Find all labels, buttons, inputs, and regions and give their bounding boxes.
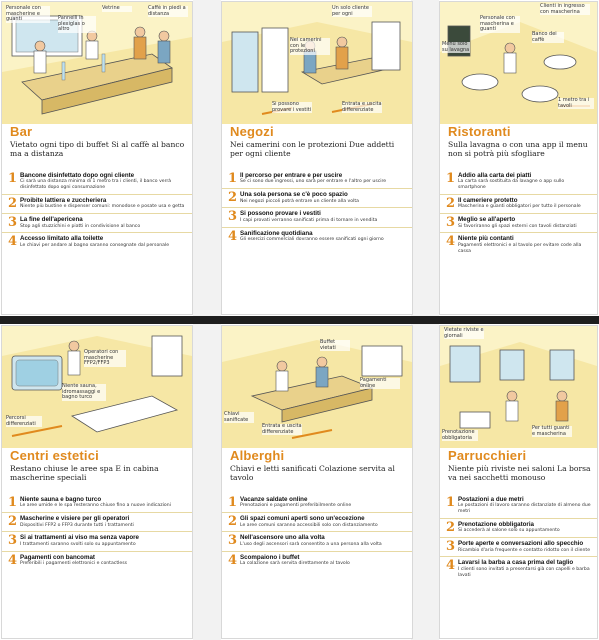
item-number: 4 [228, 228, 238, 244]
item-heading: Si possono provare i vestiti [240, 210, 321, 218]
list-item [440, 537, 597, 556]
item-number: 4 [228, 552, 238, 568]
panel-title: Negozi [230, 124, 274, 139]
item-list [222, 494, 412, 570]
item-body: Si accederà al salone solo su appuntamento [458, 528, 560, 534]
item-body: Ci sarà una distanza minima di 1 metro tra i clienti, il banco verrà disinfettato dopo ogni consumazione [20, 179, 172, 191]
item-body: Si favoriranno gli spazi esterni con tavoli distanziati [458, 223, 577, 229]
list-item [2, 551, 192, 570]
item-heading: Scompaiono i buffet [240, 553, 300, 561]
panel-subtitle: Restano chiuse le aree spa E in cabina mascherine speciali [10, 464, 159, 482]
item-body: Prenotazioni e pagamenti preferibilmente online [240, 503, 352, 509]
illustration-label: Banco dei caffè [532, 32, 564, 43]
panel-subtitle: Sulla lavagna o con una app il menu non si potrà più sfogliare [448, 140, 588, 158]
list-item [2, 512, 192, 531]
item-number: 2 [8, 196, 18, 211]
list-item [2, 494, 192, 512]
item-number: 4 [446, 234, 456, 250]
panel-subtitle: Niente più riviste nei saloni La borsa va nei sacchetti monouso [448, 464, 591, 482]
list-item [2, 194, 192, 213]
illustration-label: Per tutti guanti e mascherina [532, 426, 572, 437]
item-number: 1 [228, 171, 238, 186]
item-list [440, 170, 597, 257]
item-body: I clienti sono invitati a presentarsi già con capelli e barba lavati [458, 566, 590, 578]
item-heading: Sanificazione quotidiana [240, 229, 313, 237]
item-body: Gli esercizi commerciali dovranno essere sanificati ogni giorno [240, 237, 384, 243]
item-number: 2 [228, 514, 238, 530]
list-item [440, 518, 597, 537]
item-number: 2 [228, 190, 238, 206]
item-body: Le postazioni di lavoro saranno distanziate di almeno due metri [458, 503, 591, 515]
item-list [440, 494, 597, 581]
item-body: Stop agli stuzzichini e piatti in condivisione al banco [20, 223, 141, 229]
item-body: La carta sarà sostituita da lavagne o app sullo smartphone [458, 179, 565, 191]
item-body: Ricambio d'aria frequente e contatto ridotto con il cliente [458, 547, 591, 553]
item-number: 1 [8, 171, 18, 186]
item-heading: La fine dell'apericena [20, 216, 83, 224]
illustration-label: Entrata e uscita differenziate [262, 423, 302, 435]
item-heading: Lavarsi la barba a casa prima del taglio [458, 559, 574, 567]
item-body: Preferibili i pagamenti elettronici e contactless [20, 561, 128, 567]
item-number: 3 [228, 533, 238, 549]
item-heading: Porte aperte e conversazioni allo specchio [458, 540, 584, 548]
item-heading: Niente più contanti [458, 235, 514, 243]
list-item [440, 494, 597, 518]
item-heading: Una sola persona se c'è poco spazio [240, 191, 348, 199]
list-item [222, 494, 412, 512]
bar-illustration [2, 2, 192, 130]
list-item [222, 512, 412, 531]
panel-ristoranti [440, 2, 597, 314]
item-body: Pagamenti elettronici e al tavolo per evitare code alla cassa [458, 242, 582, 254]
illustration-label: Un solo cliente per ogni [332, 6, 372, 17]
list-item [2, 213, 192, 232]
panel-title: Alberghi [230, 448, 285, 463]
item-heading: Niente sauna e bagno turco [20, 496, 102, 503]
centri-estetici-illustration [2, 326, 192, 454]
item-body: Mascherina e guanti obbligatori per tutto il personale [458, 204, 581, 210]
item-heading: Il cameriere protetto [458, 197, 518, 204]
list-item [222, 227, 412, 246]
item-number: 2 [8, 514, 18, 530]
item-number: 3 [446, 215, 456, 231]
list-item [2, 531, 192, 550]
item-number: 1 [8, 495, 18, 510]
illustration-label: Menu solo su lavagna [442, 41, 470, 53]
illustration-label: Pagamenti online [360, 378, 400, 389]
illustration-label: Buffet vietati [320, 340, 350, 351]
item-heading: Proibite lattiera e zuccheriera [20, 197, 107, 204]
illustration-label: Personale con mascherine e guanti [6, 6, 50, 23]
panel-header [2, 448, 192, 492]
item-body: I capi provati verranno sanificati prima di tornare in vendita [240, 217, 378, 223]
item-number: 4 [8, 552, 18, 568]
panel-parrucchieri [440, 326, 597, 638]
dark-strip [0, 316, 599, 324]
item-number: 1 [228, 495, 238, 510]
panel-header [440, 448, 597, 492]
panel-subtitle: Chiavi e letti sanificati Colazione servita al tavolo [230, 464, 395, 482]
list-item [222, 188, 412, 207]
illustration-label: Pannelli in plexiglas o altro [58, 16, 96, 33]
illustration-label: Si possono provare i vestiti [272, 101, 312, 113]
item-body: L'uso degli ascensori sarà consentito a una persona alla volta [240, 541, 382, 547]
illustration-label: Percorsi differenziati [6, 416, 42, 427]
item-number: 3 [8, 533, 18, 549]
item-number: 3 [228, 209, 238, 225]
panel-alberghi [222, 326, 412, 638]
item-list [2, 494, 192, 570]
panel-header [222, 124, 412, 168]
illustration-label: Vetrine [102, 6, 132, 12]
item-heading: Nell'ascensore uno alla volta [240, 534, 325, 542]
list-item [222, 170, 412, 188]
item-heading: Accesso limitato alla toilette [20, 235, 104, 243]
item-number: 4 [446, 558, 456, 574]
list-item [222, 531, 412, 550]
parrucchieri-illustration [440, 326, 597, 454]
list-item [2, 170, 192, 194]
panel-title: Bar [10, 124, 33, 139]
panel-title: Ristoranti [448, 124, 511, 139]
item-heading: Meglio se all'aperto [458, 216, 516, 224]
negozi-illustration [222, 2, 412, 130]
item-number: 3 [8, 215, 18, 231]
panel-header [440, 124, 597, 168]
illustration-label: Entrata e uscita differenziate [342, 101, 382, 113]
item-number: 1 [446, 171, 456, 186]
panel-centri-estetici [2, 326, 192, 638]
item-list [222, 170, 412, 246]
list-item [222, 207, 412, 226]
list-item [440, 232, 597, 257]
illustration-label: Chiavi sanificate [224, 412, 254, 423]
item-body: Nei negozi piccoli potrà entrare un cliente alla volta [240, 198, 359, 204]
ristoranti-illustration [440, 2, 597, 130]
panel-subtitle: Vietato ogni tipo di buffet Si al caffè al banco ma a distanza [10, 140, 185, 158]
item-heading: Si ai trattamenti ai viso ma senza vapore [20, 534, 139, 542]
panel-header [2, 124, 192, 168]
item-number: 2 [446, 520, 456, 535]
item-body: La colazione sarà servita direttamente al tavolo [240, 561, 350, 567]
item-heading: Pagamenti con bancomat [20, 553, 95, 561]
illustration-label: 1 metro tra i tavoli [558, 98, 594, 109]
list-item [440, 194, 597, 213]
panel-subtitle: Nei camerini con le protezioni Due addetti per ogni cliente [230, 140, 395, 158]
list-item [440, 556, 597, 581]
illustration-label: Clienti in ingresso con mascherina [540, 4, 590, 15]
panel-title: Parrucchieri [448, 448, 527, 463]
item-body: Niente più bustine e dispenser comuni: monodose e posate usa e getta [20, 204, 185, 210]
item-heading: Addio alla carta dei piatti [458, 172, 532, 179]
list-item [440, 170, 597, 194]
item-number: 4 [8, 234, 18, 250]
list-item [222, 551, 412, 570]
panel-negozi [222, 2, 412, 314]
illustration-label: Prenotazione obbligatoria [442, 430, 478, 441]
item-heading: Mascherine e visiere per gli operatori [20, 515, 130, 523]
item-heading: Vacanze saldate online [240, 496, 308, 503]
item-number: 3 [446, 539, 456, 555]
illustration-label: Personale con mascherina e guanti [480, 16, 520, 33]
item-body: Le aree comuni saranno accessibili solo con distanziamento [240, 522, 378, 528]
item-body: Le aree umide e le spa resteranno chiuse fino a nuove indicazioni [20, 503, 171, 509]
item-number: 2 [446, 196, 456, 211]
illustration-label: Niente sauna, idromassaggi e bagno turco [62, 384, 106, 401]
panel-title: Centri estetici [10, 448, 99, 463]
item-body: Dispositivi FFP2 o FFP3 durante tutti i trattamenti [20, 522, 134, 528]
item-list [2, 170, 192, 252]
item-number: 1 [446, 495, 456, 510]
item-body: Le chiavi per andare al bagno saranno consegnate dal personale [20, 242, 170, 248]
item-heading: Postazioni a due metri [458, 496, 524, 503]
item-body: I trattamenti saranno svolti solo su appuntamento [20, 541, 136, 547]
illustration-label: Vietate riviste e giornali [444, 327, 484, 339]
item-body: Se ci sono due ingressi, uno sarà per entrare e l'altro per uscire [240, 179, 387, 185]
list-item [2, 232, 192, 251]
panel-header [222, 448, 412, 492]
illustration-label: Operatori con mascherine FFP2/FFP3 [84, 350, 126, 367]
alberghi-illustration [222, 326, 412, 454]
panel-bar [2, 2, 192, 314]
illustration-label: Caffè in piedi a distanza [148, 6, 188, 17]
illustration-label: Nei camerini con le protezioni [290, 38, 330, 55]
item-heading: Prenotazione obbligatoria [458, 521, 534, 528]
list-item [440, 213, 597, 232]
item-heading: Bancone disinfettato dopo ogni cliente [20, 172, 135, 179]
item-heading: Il percorso per entrare e per uscire [240, 172, 343, 179]
item-heading: Gli spazi comuni aperti sono un'eccezione [240, 515, 365, 523]
